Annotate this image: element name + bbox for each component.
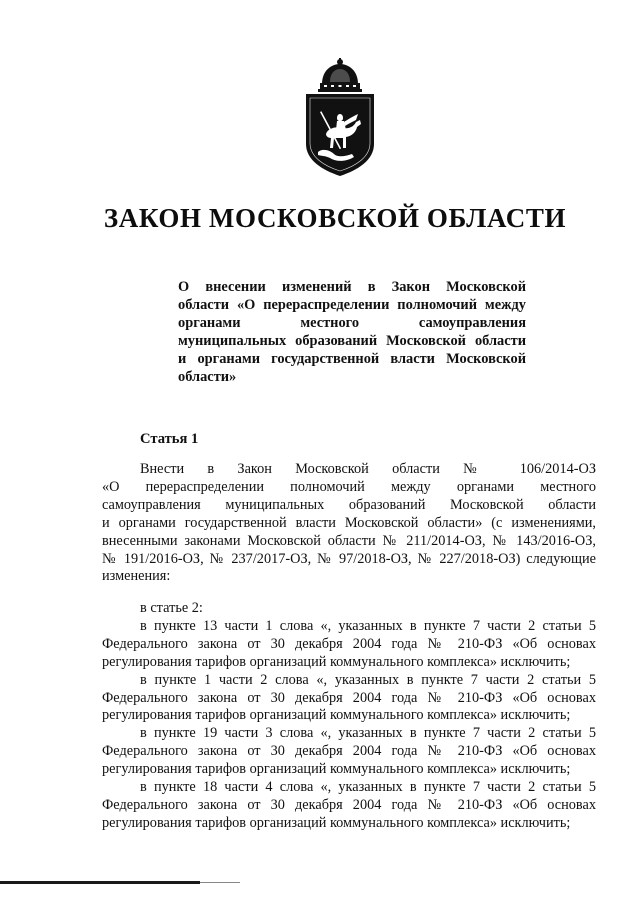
amendments-list [102, 600, 596, 833]
amendment-line: регулирования тарифов организаций коммунального комплекса» исключить; [102, 814, 571, 831]
amendment-line: в пункте 13 части 1 слова «, указанных в пункте 7 части 2 статьи 5 [140, 617, 596, 634]
subject-line: и органами государственной власти Московской [178, 350, 526, 367]
subject-line: О внесении изменений в Закон Московской [178, 279, 526, 295]
article-line: Внести в Закон Московской области № 106/2014-ОЗ [140, 461, 596, 477]
subject-line: области «О перераспределении полномочий между [178, 296, 526, 313]
article-line: и органами государственной власти Московской области» (с изменениями, [102, 514, 596, 531]
amendment-line: Федерального закона от 30 декабря 2004 года № 210-ФЗ «Об основах [102, 796, 596, 813]
amendment-line: регулирования тарифов организаций коммунального комплекса» исключить; [102, 653, 571, 670]
moscow-oblast-coat-of-arms-icon [300, 56, 380, 178]
subject-line: области» [178, 368, 237, 385]
article-paragraph [102, 461, 596, 586]
article-line: внесенными законами Московской области № 211/2014-ОЗ, № 143/2016-ОЗ, [102, 532, 596, 549]
amendment-line: регулирования тарифов организаций коммунального комплекса» исключить; [102, 761, 571, 778]
article-line: № 191/2016-ОЗ, № 237/2017-ОЗ, № 97/2018-ОЗ, № 227/2018-ОЗ) следующие [102, 550, 596, 567]
footer-rule-fade [200, 882, 240, 883]
amendment-line: Федерального закона от 30 декабря 2004 года № 210-ФЗ «Об основах [102, 635, 596, 652]
subject-line: органами местного самоуправления [178, 314, 526, 331]
article-heading: Статья 1 [140, 431, 199, 447]
article-line: самоуправления муниципальных образований Московской области [102, 496, 596, 513]
law-subject [178, 279, 526, 386]
amendment-line: Федерального закона от 30 декабря 2004 года № 210-ФЗ «Об основах [102, 689, 596, 706]
amendment-line: в статье 2: [140, 600, 203, 616]
document-title: ЗАКОН МОСКОВСКОЙ ОБЛАСТИ [103, 203, 567, 233]
amendment-line: в пункте 18 части 4 слова «, указанных в пункте 7 части 2 статьи 5 [140, 779, 596, 796]
amendment-line: в пункте 19 части 3 слова «, указанных в пункте 7 части 2 статьи 5 [140, 725, 596, 742]
article-line: изменения: [102, 568, 171, 585]
footer-rule [0, 881, 200, 884]
amendment-line: Федерального закона от 30 декабря 2004 года № 210-ФЗ «Об основах [102, 743, 596, 760]
amendment-line: в пункте 1 части 2 слова «, указанных в пункте 7 части 2 статьи 5 [140, 671, 596, 688]
subject-line: муниципальных образований Московской области [178, 332, 526, 349]
amendment-line: регулирования тарифов организаций коммунального комплекса» исключить; [102, 707, 571, 724]
article-line: «О перераспределении полномочий между органами местного [102, 478, 596, 495]
